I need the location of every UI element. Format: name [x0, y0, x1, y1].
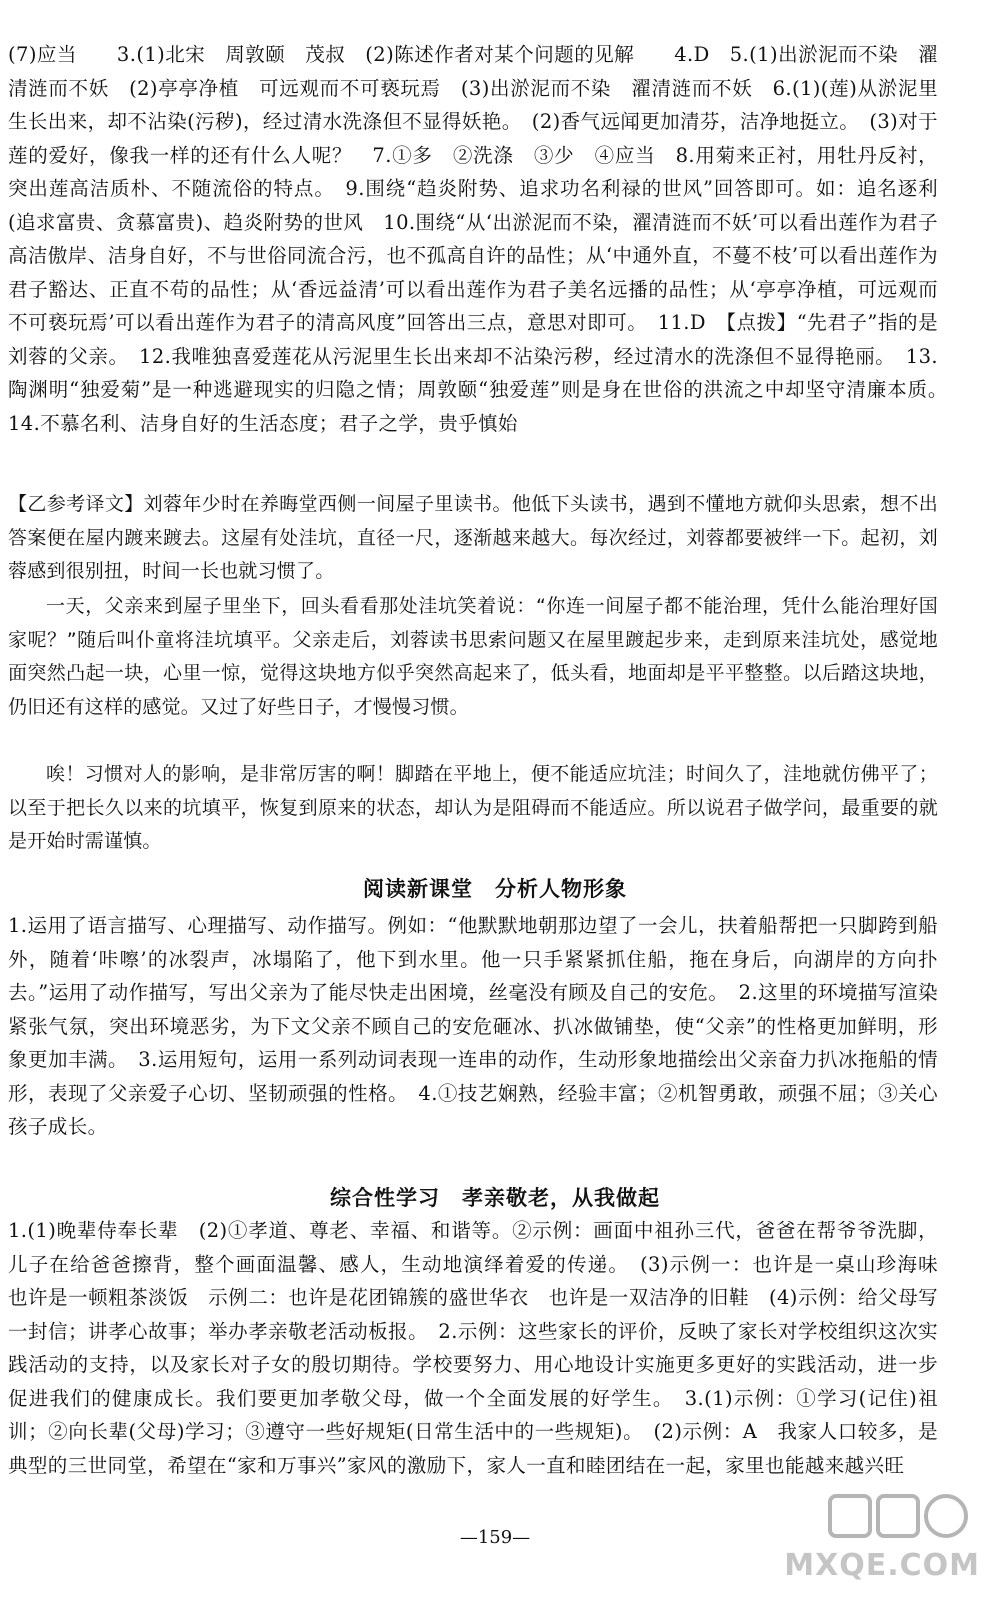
answers-top-block: (7)应当 3.(1)北宋 周敦颐 茂叔 (2)陈述作者对某个问题的见解 4.D 5.(1)出淤泥而不染 濯清涟而不妖 (2)亭亭净植 可远观而不可亵玩焉 (3)出淤泥而不染 濯清涟而不妖 6.(1)(莲)从淤泥里生长出来，却不沾染(污秽)，经过清水洗涤但不显得妖艳。 (2)香气远闻更加清芬，洁净地挺立。 (3)对于莲的爱好，像我一样的还有什么人呢？ 7.①多 ②洗涤 ③少 ④应当 8.用菊来正衬，用牡丹反衬，突出莲高洁质朴、不随流俗的特点。 9.围绕“趋炎附势、追求功名利禄的世风”回答即可。如：追名逐利(追求富贵、贪慕富贵)、趋炎附势的世风 10.围绕“从‘出淤泥而不染，濯清涟而不妖’可以看出莲作为君子高洁傲岸、洁身自好，不与世俗同流合污，也不孤高自许的品性；从‘中通外直，不蔓不枝’可以看出莲作为君子豁达、正直不苟的品性；从‘香远益清’可以看出莲作为君子美名远播的品性；从‘亭亭净植，可远观而不可亵玩焉’可以看出莲作为君子的清高风度”回答出三点，意思对即可。 11.D 【点拨】“先君子”指的是刘蓉的父亲。 12.我唯独喜爱莲花从污泥里生长出来却不沾染污秽，经过清水的洗涤但不显得艳丽。 13.陶渊明“独爱菊”是一种逃避现实的归隐之情；周敦颐“独爱莲”则是身在世俗的洪流之中却坚守清廉本质。 14.不慕名利、洁身自好的生活态度；君子之学，贵乎慎始 [8, 43, 958, 435]
page-number: —159— [459, 1527, 531, 1548]
section-title-reading: 阅读新课堂 分析人物形象 [363, 877, 627, 901]
translation-paragraph-3: 唉！习惯对人的影响，是非常厉害的啊！脚踏在平地上，便不能适应坑洼；时间久了，洼地就仿佛平了；以至于把长久以来的坑填平，恢复到原来的状态，却认为是阻碍而不能适应。所以说君子做学问，最重要的就是开始时需谨慎。 [8, 763, 938, 852]
section-title-comprehensive-study: 综合性学习 孝亲敬老，从我做起 [330, 1186, 660, 1210]
translation-paragraph-1: 【乙参考译文】刘蓉年少时在养晦堂西侧一间屋子里读书。他低下头读书，遇到不懂地方就仰头思索，想不出答案便在屋内踱来踱去。这屋有处洼坑，直径一尺，逐渐越来越大。每次经过，刘蓉都要被绊一下。起初，刘蓉感到很别扭，时间一长也就习惯了。 [8, 493, 938, 582]
comprehensive-study-answers: 1.(1)晚辈侍奉长辈 (2)①孝道、尊老、幸福、和谐等。②示例：画面中祖孙三代，爸爸在帮爷爷洗脚，儿子在给爸爸擦背，整个画面温馨、感人，生动地演绎着爱的传递。 (3)示例一：也许是一桌山珍海味 也许是一顿粗茶淡饭 示例二：也许是花团锦簇的盛世华衣 也许是一双洁净的旧鞋 (4)示例：给父母写一封信；讲孝心故事；举办孝亲敬老活动板报。 2.示例：这些家长的评价，反映了家长对学校组织这次实践活动的支持，以及家长对子女的殷切期待。学校要努力、用心地设计实施更多更好的实践活动，进一步促进我们的健康成长。我们要更加孝敬父母，做一个全面发展的好学生。 3.(1)示例：①学习(记住)祖训；②向长辈(父母)学习；③遵守一些好规矩(日常生活中的一些规矩)。 (2)示例：A 我家人口较多，是典型的三世同堂，希望在“家和万事兴”家风的激励下，家人一直和睦团结在一起，家里也能越来越兴旺 [8, 1219, 958, 1477]
watermark-text: MXQE.COM [784, 1548, 980, 1583]
watermark-logo [784, 1488, 982, 1588]
watermark-emblem-icon [812, 1488, 982, 1548]
reading-answers: 1.运用了语言描写、心理描写、动作描写。例如：“他默默地朝那边望了一会儿，扶着船帮把一只脚跨到船外，随着‘咔嚓’的冰裂声，冰塌陷了，他下到水里。他一只手紧紧抓住船，拖在身后，向湖岸的方向扑去。”运用了动作描写，写出父亲为了能尽快走出困境，丝毫没有顾及自己的安危。 2.这里的环境描写渲染紧张气氛，突出环境恶劣，为下文父亲不顾自己的安危砸冰、扒冰做铺垫，使“父亲”的性格更加鲜明，形象更加丰满。 3.运用短句，运用一系列动词表现一连串的动作，生动形象地描绘出父亲奋力扒冰拖船的情形，表现了父亲爱子心切、坚韧顽强的性格。 4.①技艺娴熟，经验丰富；②机智勇敢，顽强不屈；③关心孩子成长。 [8, 914, 938, 1138]
translation-paragraph-2: 一天，父亲来到屋子里坐下，回头看看那处洼坑笑着说：“你连一间屋子都不能治理，凭什么能治理好国家呢？”随后叫仆童将洼坑填平。父亲走后，刘蓉读书思索问题又在屋里踱起步来，走到原来洼坑处，感觉地面突然凸起一块，心里一惊，觉得这块地方似乎突然高起来了，低头看，地面却是平平整整。以后踏这块地，仍旧还有这样的感觉。又过了好些日子，才慢慢习惯。 [8, 595, 938, 718]
